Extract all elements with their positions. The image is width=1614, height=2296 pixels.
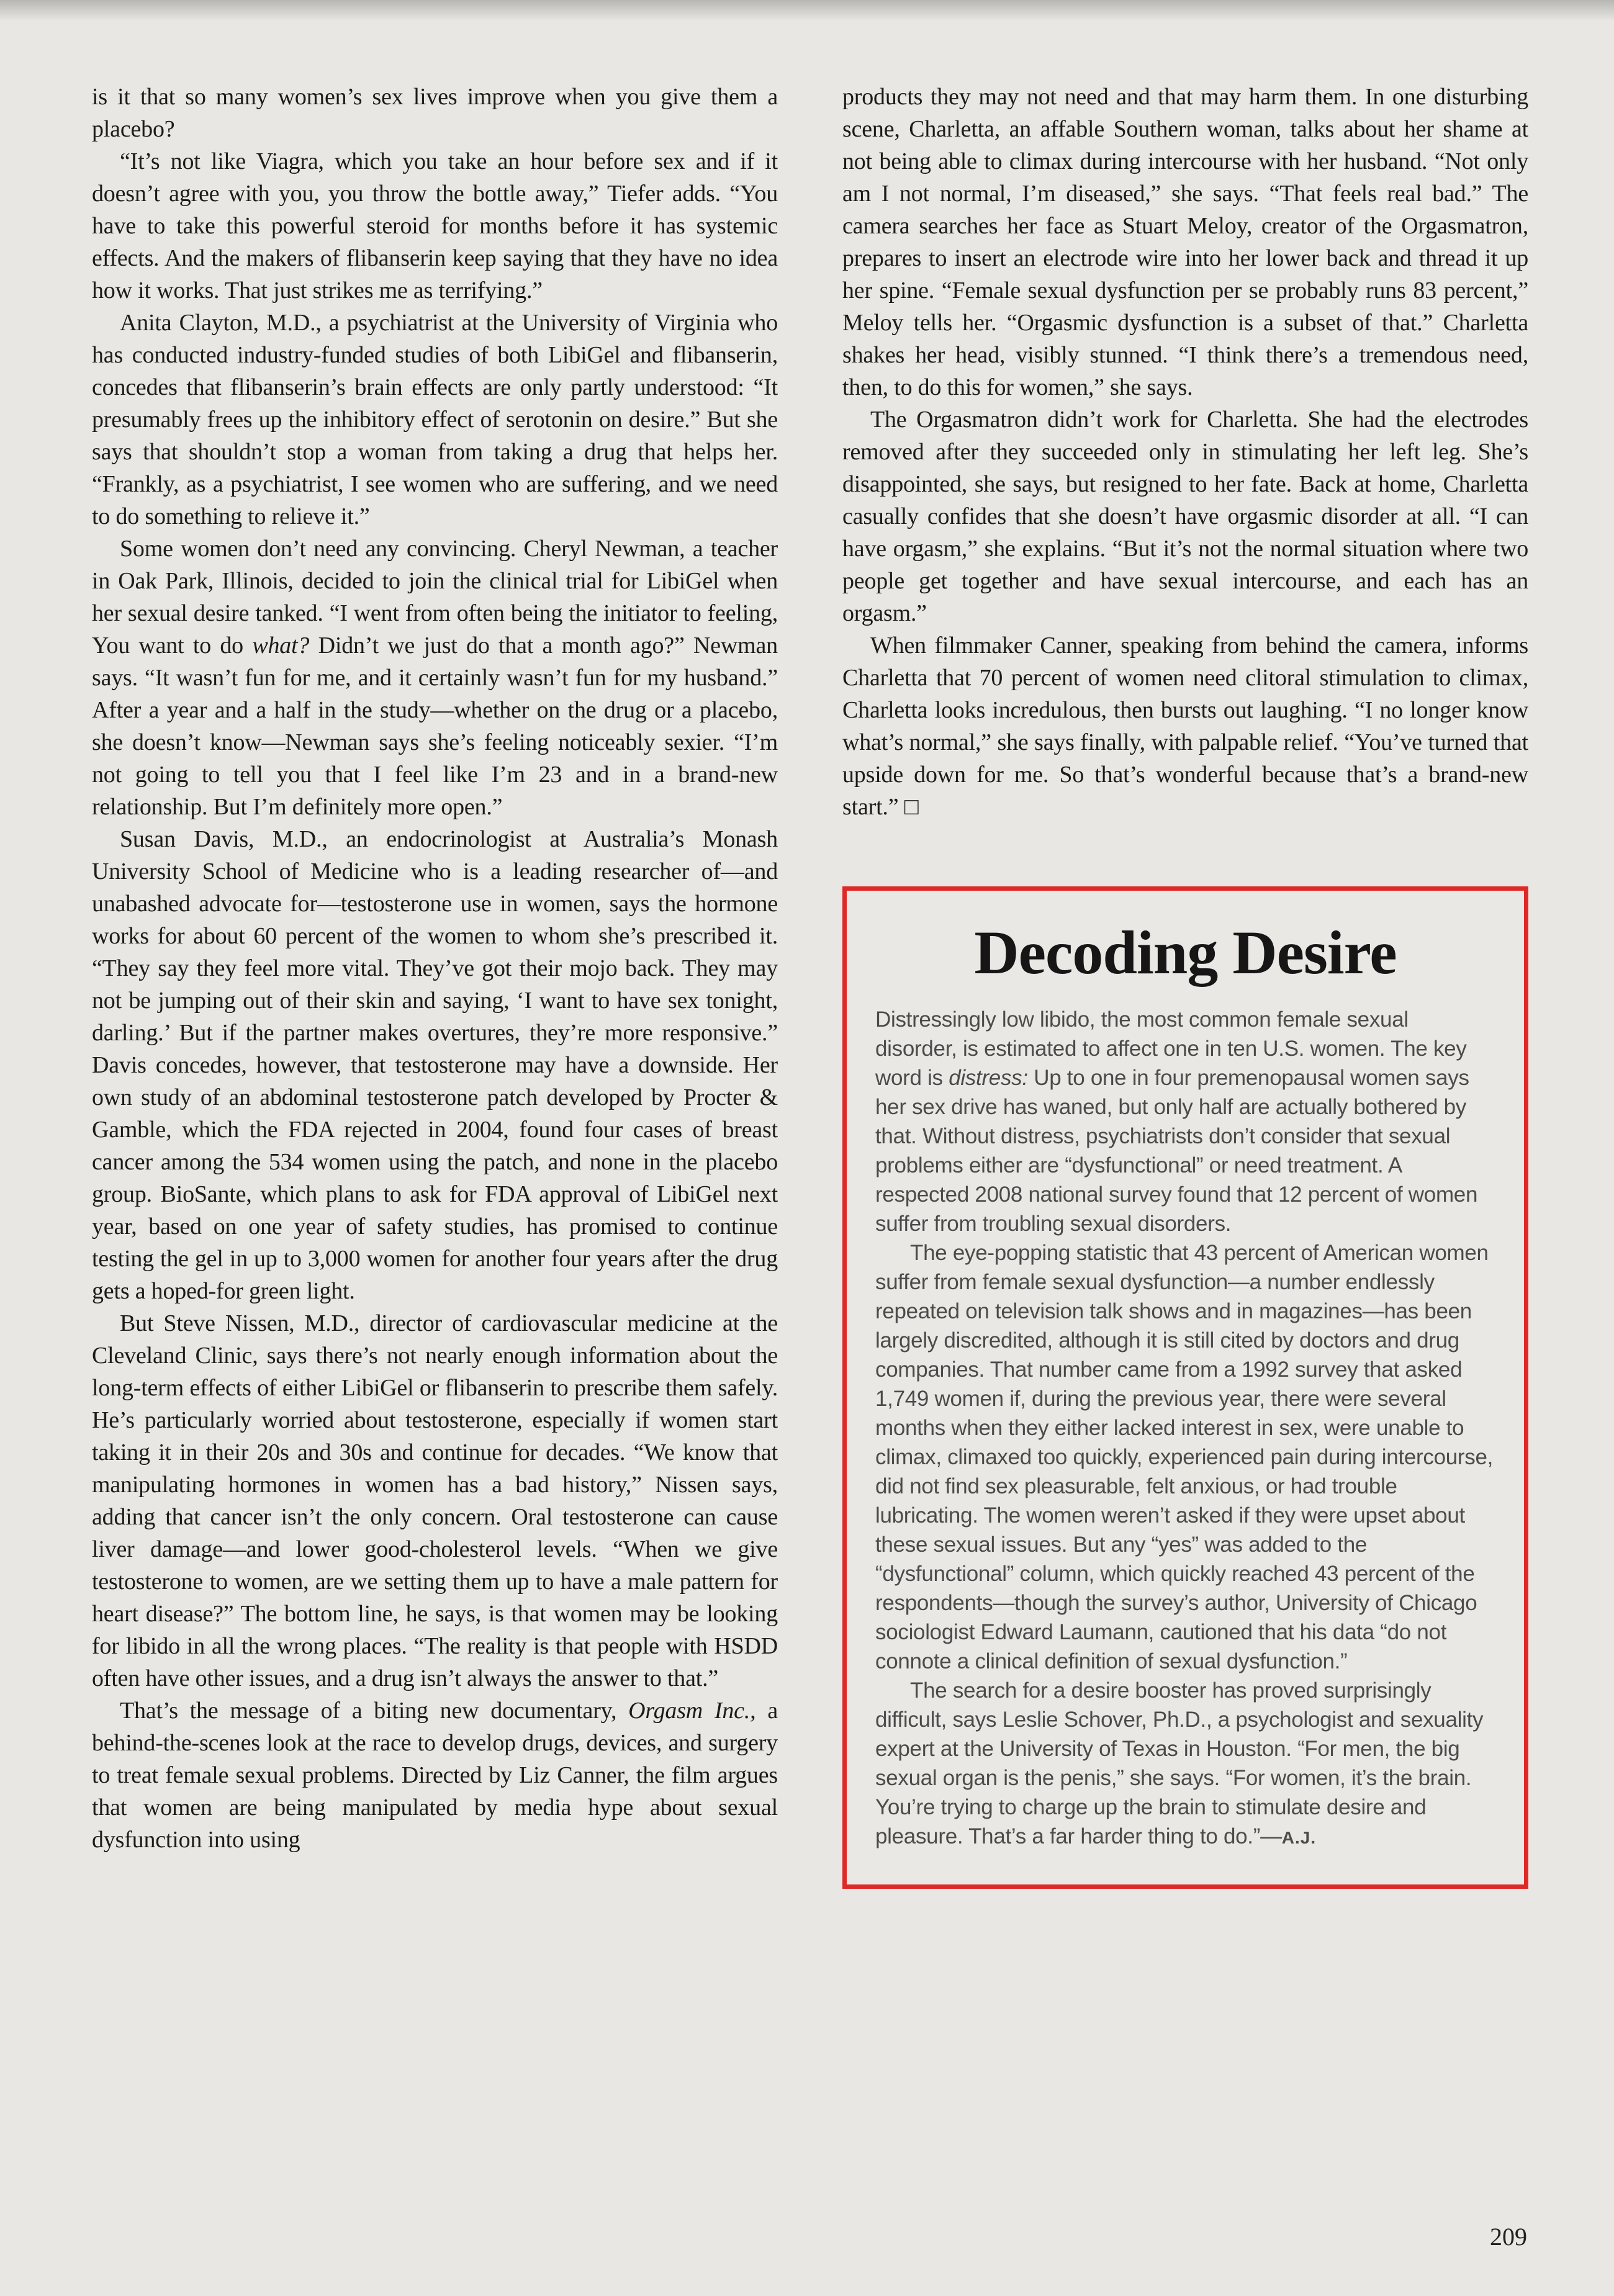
sidebar-paragraph-with-byline: The search for a desire booster has proved surprisingly difficult, says Leslie Schover, Ph.D., a psychologist and sexuality expert at the University of Texas in Houston. “For men, the big sexual organ is the penis,” she says. “For women, it’s the brain. You’re trying to charge up the brain to stimulate desire and pleasure. That’s a far harder thing to do.”—A.J. bbox=[875, 1678, 1484, 1848]
paragraph: Some women don’t need any convincing. Cheryl Newman, a teacher in Oak Park, Illinois, decided to join the clinical trial for LibiGel when her sexual desire tanked. “I went from often being the initiator to feeling, You want to do what? Didn’t we just do that a month ago?” Newman says. “It wasn’t fun for me, and it certainly wasn’t fun for my husband.” After a year and a half in the study—whether on the drug or a placebo, she doesn’t know—Newman says she’s feeling noticeably sexier. “I’m not going to tell you that I feel like I’m 23 and in a brand-new relationship. But I’m definitely more open.” bbox=[92, 536, 778, 820]
paragraph-article-end: When filmmaker Canner, speaking from behind the camera, informs Charletta that 70 percent of women need clitoral stimulation to climax, Charletta looks incredulous, then bursts out laughing. “I no longer know what’s normal,” she says finally, with palpable relief. “You’ve turned that upside down for me. So that’s wonderful because that’s a brand-new start.” □ bbox=[842, 633, 1528, 820]
right-column bbox=[842, 81, 1528, 1889]
left-column bbox=[92, 81, 778, 1889]
sidebar-paragraph: Distressingly low libido, the most common female sexual disorder, is estimated to affect one in ten U.S. women. The key word is distress: Up to one in four premenopausal women says her sex drive has waned, but only half are actually bothered by that. Without distress, psychiatrists don’t consider that sexual problems either are “dysfunctional” or need treatment. A respected 2008 national survey found that 12 percent of women suffer from troubling sexual disorders. bbox=[875, 1007, 1478, 1236]
decoding-desire-sidebar-box bbox=[842, 886, 1528, 1889]
paragraph: That’s the message of a biting new documentary, Orgasm Inc., a behind-the-scenes look at the race to develop drugs, devices, and surgery to treat female sexual problems. Directed by Liz Canner, the film argues that women are being manipulated by media hype about sexual dysfunction into using bbox=[92, 1698, 778, 1853]
paragraph: Anita Clayton, M.D., a psychiatrist at the University of Virginia who has conducted industry-funded studies of both LibiGel and flibanserin, concedes that flibanserin’s brain effects are only partly understood: “It presumably frees up the inhibitory effect of serotonin on desire.” But she says that shouldn’t stop a woman from taking a drug that helps her. “Frankly, as a psychiatrist, I see women who are suffering, and we need to do something to relieve it.” bbox=[92, 310, 778, 529]
paragraph: The Orgasmatron didn’t work for Charletta. She had the electrodes removed after they succeeded only in stimulating her left leg. She’s disappointed, she says, but resigned to her fate. Back at home, Charletta casually confides that she doesn’t have orgasmic disorder at all. “I can have orgasm,” she explains. “But it’s not the normal situation where two people get together and have sexual intercourse, and each has an orgasm.” bbox=[842, 407, 1528, 626]
article-body bbox=[92, 81, 1528, 1889]
paragraph: Susan Davis, M.D., an endocrinologist at Australia’s Monash University School of Medicine who is a leading researcher of—and unabashed advocate for—testosterone use in women, says the hormone works for about 60 percent of the women to whom she’s prescribed it. “They say they feel more vital. They’ve got their mojo back. They may not be jumping out of their skin and saying, ‘I want to have sex tonight, darling.’ But if the partner makes overtures, they’re more responsive.” Davis concedes, however, that testosterone may have a downside. Her own study of an abdominal testosterone patch developed by Procter & Gamble, which the FDA rejected in 2004, found four cases of breast cancer among the 534 women using the patch, and none in the placebo group. BioSante, which plans to ask for FDA approval of LibiGel next year, based on one year of safety studies, has promised to continue testing the gel in up to 3,000 women for another four years after the drug gets a hoped-for green light. bbox=[92, 826, 778, 1304]
paragraph-continuation: products they may not need and that may harm them. In one disturbing scene, Charletta, an affable Southern woman, talks about her shame at not being able to climax during intercourse with her husband. “Not only am I not normal, I’m diseased,” she says. “That feels real bad.” The camera searches her face as Stuart Meloy, creator of the Orgasmatron, prepares to insert an electrode wire into her lower back and thread it up her spine. “Female sexual dysfunction per se probably runs 83 percent,” Meloy tells her. “Orgasmic dysfunction is a subset of that.” Charletta shakes her head, visibly stunned. “I think there’s a tremendous need, then, to do this for women,” she says. bbox=[842, 84, 1528, 400]
sidebar-title: Decoding Desire bbox=[974, 918, 1397, 987]
sidebar-paragraph: The eye-popping statistic that 43 percent of American women suffer from female sexual dysfunction—a number endlessly repeated on television talk shows and in magazines—has been largely discredited, although it is still cited by doctors and drug companies. That number came from a 1992 survey that asked 1,749 women if, during the previous year, there were several months when they either lacked interest in sex, were unable to climax, climaxed too quickly, experienced pain during intercourse, did not find sex pleasurable, felt anxious, or had trouble lubricating. The women weren’t asked if they were upset about these sexual issues. But any “yes” was added to the “dysfunctional” column, which quickly reached 43 percent of the respondents—though the survey’s author, University of Chicago sociologist Edward Laumann, cautioned that his data “do not connote a clinical definition of sexual dysfunction.” bbox=[875, 1241, 1494, 1673]
paragraph: “It’s not like Viagra, which you take an hour before sex and if it doesn’t agree with you, you throw the bottle away,” Tiefer adds. “You have to take this powerful steroid for months before it has systemic effects. And the makers of flibanserin keep saying that they have no idea how it works. That just strikes me as terrifying.” bbox=[92, 148, 778, 304]
paragraph: But Steve Nissen, M.D., director of cardiovascular medicine at the Cleveland Clinic, says there’s not nearly enough information about the long-term effects of either LibiGel or flibanserin to prescribe them safely. He’s particularly worried about testosterone, especially if women start taking it in their 20s and 30s and continue for decades. “We know that manipulating hormones in women has a bad history,” Nissen says, adding that cancer isn’t the only concern. Oral testosterone can cause liver damage—and lower good-cholesterol levels. “When we give testosterone to women, are we setting them up to have a male pattern for heart disease?” The bottom line, he says, is that women may be looking for libido in all the wrong places. “The reality is that people with HSDD often have other issues, and a drug isn’t always the answer to that.” bbox=[92, 1310, 778, 1691]
paragraph-continuation: is it that so many women’s sex lives improve when you give them a placebo? bbox=[92, 84, 778, 142]
page-number: 209 bbox=[1490, 2223, 1527, 2251]
